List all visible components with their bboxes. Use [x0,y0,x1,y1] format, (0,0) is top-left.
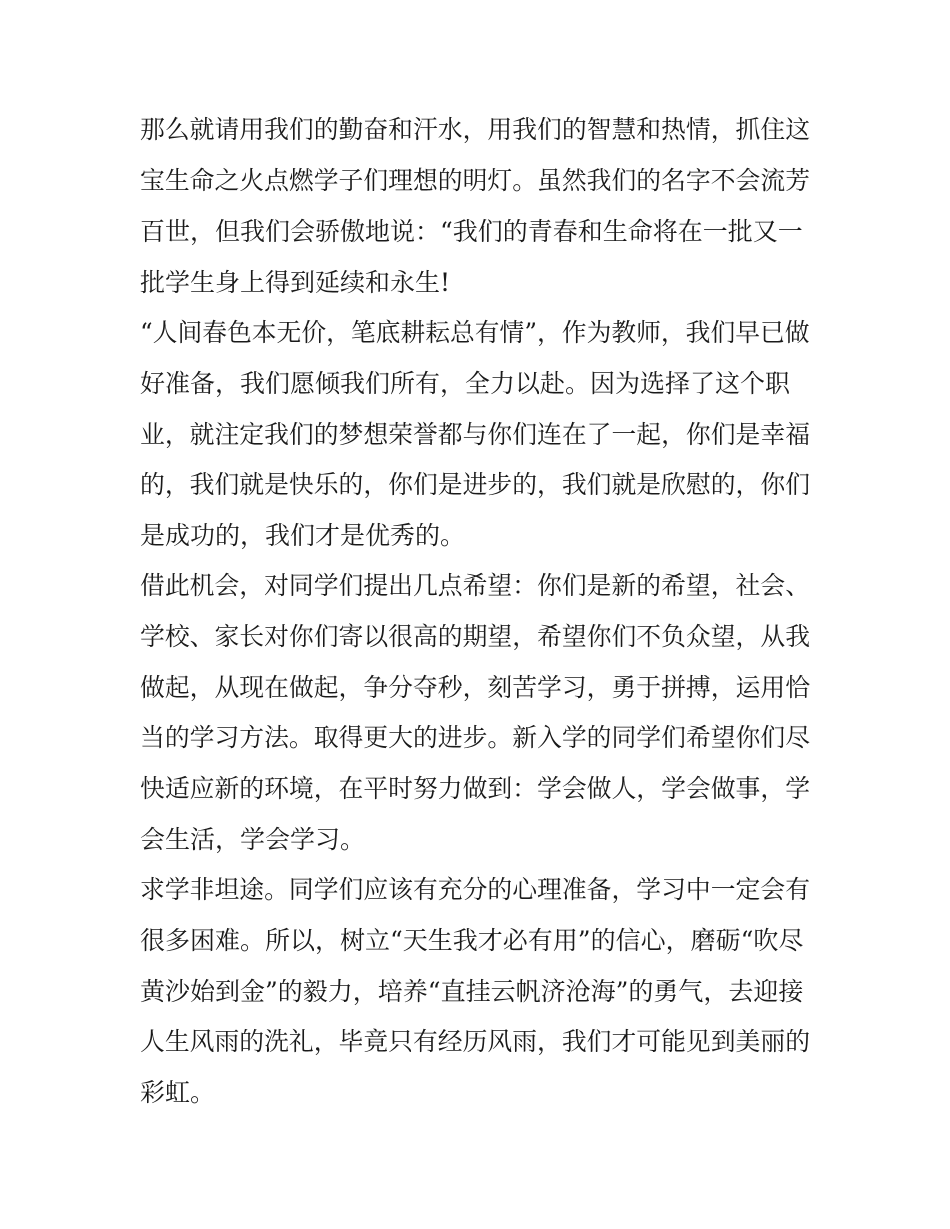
text-line: 业，就注定我们的梦想荣誉都与你们连在了一起，你们是幸福 [140,420,811,449]
text-line: 批学生身上得到延续和永生! [140,268,451,297]
text-line: 快适应新的环境，在平时努力做到：学会做人，学会做事，学 [140,774,811,803]
text-line: “人间春色本无价，笔底耕耘总有情”，作为教师，我们早已做 [140,318,810,347]
text-line: 做起，从现在做起，争分夺秒，刻苦学习，勇于拼搏，运用恰 [140,673,811,702]
text-line: 是成功的，我们才是优秀的。 [140,521,466,550]
text-line: 彩虹。 [140,1078,216,1107]
text-line: 很多困难。所以，树立“天生我才必有用”的信心，磨砺“吹尽 [140,926,804,955]
text-line: 求学非坦途。同学们应该有充分的心理准备，学习中一定会有 [140,875,811,904]
text-line: 好准备，我们愿倾我们所有，全力以赴。因为选择了这个职 [140,369,791,398]
text-line: 的，我们就是快乐的，你们是进步的，我们就是欣慰的，你们 [140,470,811,499]
text-line: 借此机会，对同学们提出几点希望：你们是新的希望，社会、 [140,571,811,600]
text-line: 会生活，学会学习。 [140,825,366,854]
text-line: 黄沙始到金”的毅力，培养“直挂云帆济沧海”的勇气，去迎接 [140,977,804,1006]
text-line: 当的学习方法。取得更大的进步。新入学的同学们希望你们尽 [140,723,811,752]
text-line: 人生风雨的洗礼，毕竟只有经历风雨，我们才可能见到美丽的 [140,1027,811,1056]
text-line: 百世，但我们会骄傲地说：“我们的青春和生命将在一批又一 [140,217,803,246]
text-line: 学校、家长对你们寄以很高的期望，希望你们不负众望，从我 [140,622,811,651]
text-line: 那么就请用我们的勤奋和汗水，用我们的智慧和热情，抓住这 [140,115,811,144]
text-line: 宝生命之火点燃学子们理想的明灯。虽然我们的名字不会流芳 [140,166,811,195]
